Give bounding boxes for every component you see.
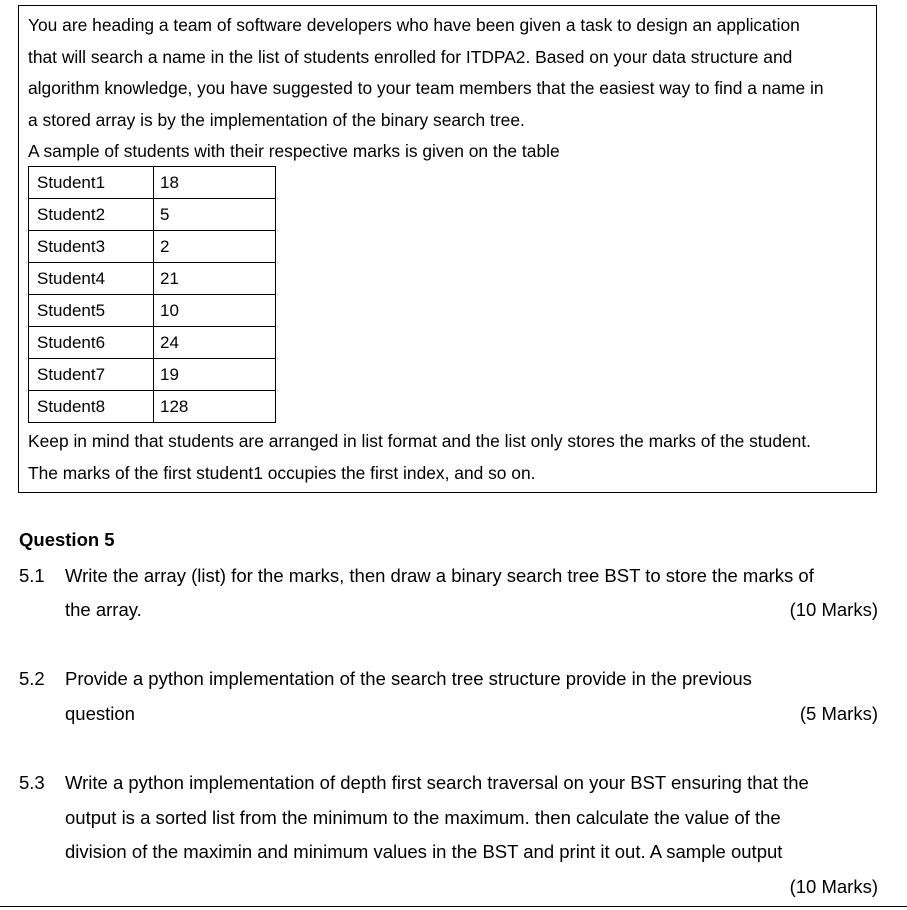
scenario-intro — [28, 10, 873, 168]
question-line: question — [65, 703, 135, 724]
scenario-box — [18, 5, 877, 493]
table-row — [29, 327, 276, 359]
question-item-5-2 — [19, 668, 878, 738]
student-mark-cell: 24 — [154, 327, 276, 359]
question-line: Provide a python implementation of the search tree structure provide in the previous — [65, 668, 752, 689]
student-name-cell: Student7 — [29, 359, 154, 391]
student-mark-cell: 10 — [154, 295, 276, 327]
student-name-cell: Student1 — [29, 167, 154, 199]
table-row — [29, 167, 276, 199]
student-name-cell: Student8 — [29, 391, 154, 423]
note-line: The marks of the first student1 occupies the first index, and so on. — [28, 463, 536, 483]
intro-line: A sample of students with their respective marks is given on the table — [28, 141, 560, 161]
question-line: Write a python implementation of depth first search traversal on your BST ensuring that the — [65, 772, 809, 793]
page-divider — [0, 906, 907, 907]
question-line: output is a sorted list from the minimum to the maximum. then calculate the value of the — [65, 807, 781, 828]
student-mark-cell: 128 — [154, 391, 276, 423]
question-title: Question 5 — [19, 529, 115, 550]
question-number: 5.3 — [19, 772, 45, 793]
student-name-cell: Student5 — [29, 295, 154, 327]
student-name-cell: Student2 — [29, 199, 154, 231]
table-row — [29, 391, 276, 423]
question-item-5-3 — [19, 772, 878, 902]
scenario-notes — [28, 425, 873, 489]
note-line: Keep in mind that students are arranged in list format and the list only stores the marks of the student. — [28, 431, 811, 451]
marks-label: (5 Marks) — [799, 703, 878, 724]
table-row — [29, 231, 276, 263]
student-mark-cell: 5 — [154, 199, 276, 231]
student-marks-table — [28, 166, 276, 423]
marks-label: (10 Marks) — [789, 876, 878, 897]
intro-line: that will search a name in the list of students enrolled for ITDPA2. Based on your data structure and — [28, 46, 793, 67]
table-row — [29, 263, 276, 295]
question-line: the array. — [65, 599, 142, 620]
student-mark-cell: 21 — [154, 263, 276, 295]
student-name-cell: Student4 — [29, 263, 154, 295]
question-number: 5.1 — [19, 565, 45, 586]
question-number: 5.2 — [19, 668, 45, 689]
student-mark-cell: 2 — [154, 231, 276, 263]
student-name-cell: Student6 — [29, 327, 154, 359]
marks-label: (10 Marks) — [789, 599, 878, 620]
intro-line: You are heading a team of software developers who have been given a task to design an application — [28, 15, 800, 35]
student-mark-cell: 18 — [154, 167, 276, 199]
table-row — [29, 359, 276, 391]
table-row — [29, 295, 276, 327]
question-line: division of the maximin and minimum values in the BST and print it out. A sample output — [65, 841, 783, 862]
intro-line: algorithm knowledge, you have suggested to your team members that the easiest way to find a name in — [28, 78, 824, 98]
intro-line: a stored array is by the implementation of the binary search tree. — [28, 109, 525, 130]
question-item-5-1 — [19, 565, 878, 635]
student-name-cell: Student3 — [29, 231, 154, 263]
student-mark-cell: 19 — [154, 359, 276, 391]
table-row — [29, 199, 276, 231]
question-line: Write the array (list) for the marks, then draw a binary search tree BST to store the marks of — [65, 565, 814, 586]
